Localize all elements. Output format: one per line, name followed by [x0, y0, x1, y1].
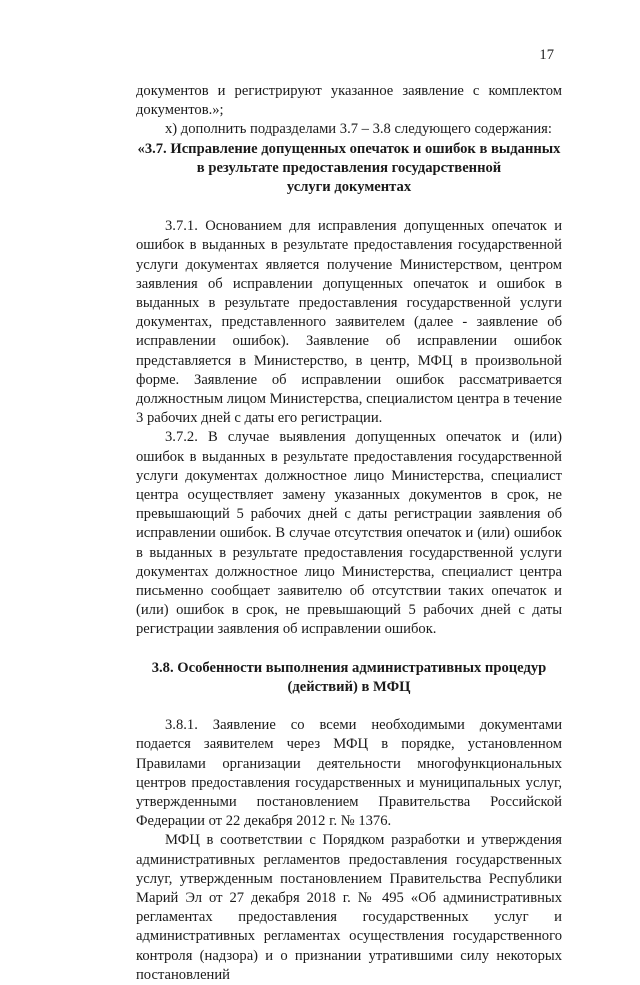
spacer [136, 640, 562, 659]
section-heading-3-8-line-1: 3.8. Особенности выполнения административных процедур [151, 659, 547, 676]
paragraph-mfc-order: МФЦ в соответствии с Порядком разработки и утверждения административных регламентов предоставления государственных услуг, утвержденным постановлением Правительства Республики Марий Эл от 27 декабря 2018 г. № 495 «Об административных регламентах предоставления государственных услуг и административных регламентах осуществления государственного контроля (надзора) и о признании утратившими силу некоторых постановлений [136, 832, 562, 983]
section-heading-3-8-line-2: (действий) в МФЦ [287, 678, 411, 695]
section-heading-3-7-line-3: услуги документах [286, 179, 412, 196]
paragraph-3-8-1: 3.8.1. Заявление со всеми необходимыми документами подается заявителем через МФЦ в порядке, установленном Правилами организации деятельности многофункциональных центров предоставления государственных и муниципальных услуг, утвержденными постановлением Правительства Российской Федерации от 22 декабря 2012 г. № 1376. [136, 717, 562, 830]
section-heading-3-7-line-1: «3.7. Исправление допущенных опечаток и ошибок в выданных [137, 140, 561, 157]
paragraph-continuation: документов и регистрируют указанное заявление с комплектом документов.»; [136, 83, 562, 119]
section-heading-3-8 [136, 659, 562, 697]
section-heading-3-7-line-2: в результате предоставления государственной [196, 159, 502, 176]
document-body [136, 82, 562, 985]
paragraph-3-7-1: 3.7.1. Основанием для исправления допущенных опечаток и ошибок в выданных в результате предоставления государственной услуги документах является получение Министерством, центром заявления об исправлении допущенных опечаток и ошибок в выданных в результате предоставления государственной услуги документах, представленного заявителем (далее - заявление об исправлении ошибок). Заявление об исправлении ошибок представляется в Министерство, в центр, МФЦ в произвольной форме. Заявление об исправлении ошибок рассматривается должностным лицом Министерства, специалистом центра в течение 3 рабочих дней с даты его регистрации. [136, 218, 562, 427]
spacer [136, 197, 562, 217]
paragraph-3-7-2: 3.7.2. В случае выявления допущенных опечаток и (или) ошибок в выданных в результате предоставления государственной услуги документах должностное лицо Министерства, специалист центра осуществляет замену указанных документов в срок, не превышающий 5 рабочих дней с даты регистрации заявления об исправлении ошибок. В случае отсутствия опечаток и (или) ошибок в выданных в результате предоставления государственной услуги документах должностное лицо Министерства, специалист центра письменно сообщает заявителю об отсутствии таких опечаток и (или) ошибок в срок, не превышающий 5 рабочих дней с даты регистрации заявления об исправлении ошибок. [136, 429, 562, 638]
page-number: 17 [539, 47, 554, 63]
spacer [136, 697, 562, 716]
section-heading-3-7 [136, 140, 562, 198]
paragraph-amendment-x: х) дополнить подразделами 3.7 – 3.8 следующего содержания: [165, 121, 552, 138]
